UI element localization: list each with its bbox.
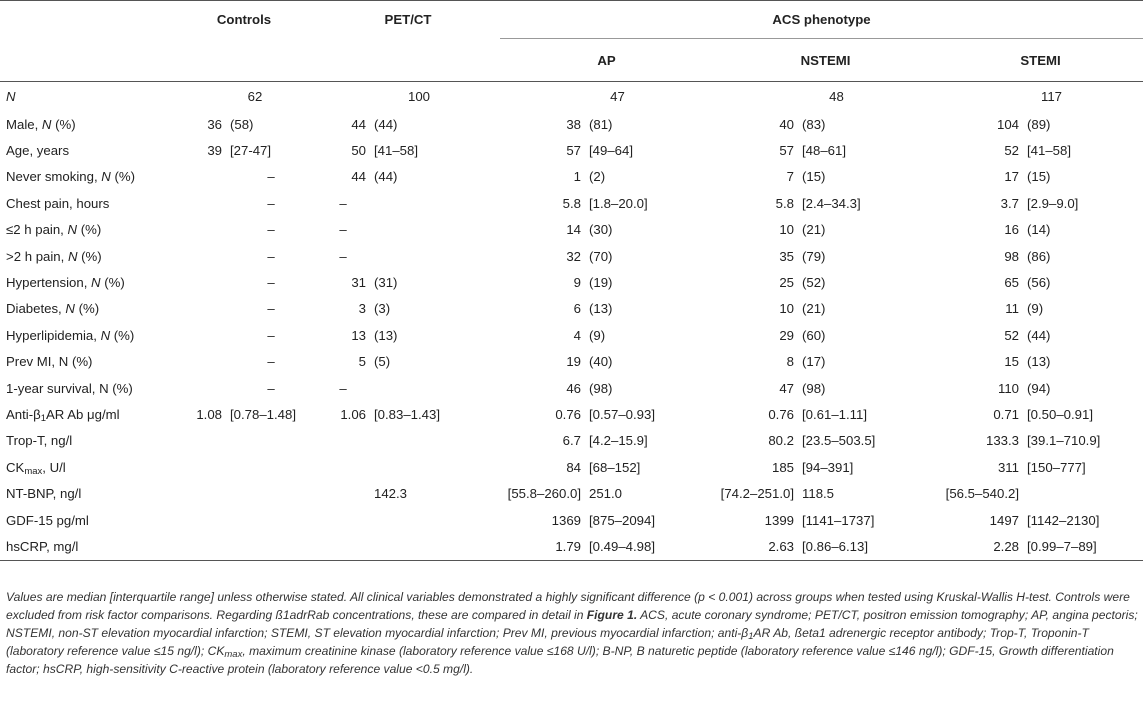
cell-controls-median: 1.08 [196, 406, 222, 422]
table-row-never-smoking [0, 164, 1143, 190]
cell-nstemi-median: 40 [779, 116, 794, 132]
cell-controls-median [172, 243, 226, 269]
cell-stemi-range: [150–777] [1027, 459, 1086, 475]
cell-nstemi-median: 80.2 [768, 433, 794, 449]
cell-petct-range: [0.83–1.43] [374, 406, 440, 422]
cell-ap-range: [875–2094] [589, 512, 656, 528]
cell-stemi-range: [1142–2130] [1027, 512, 1100, 528]
cell-controls-median [172, 349, 226, 375]
header-acs-phenotype: ACS phenotype [500, 1, 1143, 39]
cell-stemi-range: (44) [1027, 327, 1051, 343]
cell-controls-median [172, 454, 226, 480]
n-ap: 47 [610, 89, 625, 104]
table-row-le2h-pain [0, 217, 1143, 243]
n-controls: 62 [247, 89, 263, 104]
cell-petct-range: 142.3 [374, 486, 408, 502]
cell-nstemi-range: [0.86–6.13] [798, 533, 938, 560]
cell-stemi-median: 52 [1004, 327, 1019, 343]
cell-stemi-range: [41–58] [1027, 143, 1071, 159]
cell-nstemi-median: 2.63 [713, 533, 798, 560]
cell-controls-median: 39 [207, 143, 222, 159]
row-label: Never smoking, N (%) [6, 169, 135, 185]
row-label: >2 h pain, N (%) [6, 248, 102, 264]
cell-ap-median: 1.79 [500, 533, 585, 560]
cell-nstemi-median: 10 [779, 301, 794, 317]
cell-nstemi-range: (17) [802, 354, 826, 370]
cell-ap-range: (81) [589, 116, 613, 132]
cell-ap-median: 5.8 [562, 195, 581, 211]
cell-controls-range [226, 454, 316, 480]
header-row-2 [0, 39, 1143, 82]
header-row-1 [0, 1, 1143, 39]
cell-nstemi-median: [74.2–251.0] [720, 486, 794, 502]
row-label: GDF-15 pg/ml [6, 512, 89, 528]
cell-stemi-range: (15) [1027, 169, 1051, 185]
cell-ap-median: 38 [566, 116, 581, 132]
cell-stemi-range: [0.50–0.91] [1027, 406, 1093, 422]
cell-stemi-range: [2.9–9.0] [1027, 195, 1079, 211]
cell-petct-median [316, 480, 370, 506]
cell-ap-median: 19 [566, 354, 581, 370]
cell-controls-range: – [267, 275, 275, 291]
cell-petct-median: 1.06 [340, 406, 366, 422]
cell-nstemi-range: (15) [802, 169, 826, 185]
cell-petct-median: – [339, 248, 347, 264]
cell-ap-median: 1 [573, 169, 581, 185]
cell-petct-range [370, 507, 500, 533]
cell-ap-median: 6 [573, 301, 581, 317]
cell-ap-median: 84 [566, 459, 581, 475]
cell-ap-median: 4 [573, 327, 581, 343]
cell-stemi-median: 16 [1004, 222, 1019, 238]
cell-petct-median: 5 [358, 354, 366, 370]
cell-controls-median: 36 [207, 116, 222, 132]
cell-nstemi-range: 118.5 [802, 486, 835, 502]
row-label: 1-year survival, N (%) [6, 380, 133, 396]
cell-ap-range: [4.2–15.9] [589, 433, 648, 449]
table-row-trop-t [0, 428, 1143, 454]
cell-stemi-range: [39.1–710.9] [1027, 433, 1101, 449]
cell-nstemi-median: 0.76 [768, 406, 794, 422]
cell-stemi-median: 65 [1004, 275, 1019, 291]
cell-nstemi-range: [1141–1737] [802, 512, 875, 528]
table-row-male [0, 111, 1143, 137]
cell-controls-median [172, 269, 226, 295]
row-label: Diabetes, N (%) [6, 301, 100, 317]
row-label: ≤2 h pain, N (%) [6, 222, 102, 238]
cell-stemi-median: 0.71 [993, 406, 1019, 422]
cell-petct-median: 13 [351, 327, 366, 343]
table-row-age [0, 137, 1143, 163]
row-label: Prev MI, N (%) [6, 354, 93, 370]
cell-ap-range: (30) [589, 222, 613, 238]
row-label: NT-BNP, ng/l [6, 486, 82, 502]
cell-stemi-median: 11 [1005, 301, 1019, 317]
cell-petct-range: (5) [374, 354, 391, 370]
cell-stemi-median: 17 [1004, 169, 1019, 185]
cell-stemi-range: (56) [1027, 275, 1051, 291]
cell-ap-median: 46 [566, 380, 581, 396]
cell-petct-range: (3) [374, 301, 391, 317]
table-row-hscrp [0, 533, 1143, 560]
cell-stemi-median: 133.3 [985, 433, 1019, 449]
cell-stemi-median: 104 [996, 116, 1019, 132]
cell-petct-median [316, 454, 370, 480]
table-row-n [0, 82, 1143, 112]
cell-ap-median: 6.7 [562, 433, 581, 449]
cell-controls-range: – [267, 248, 275, 264]
cell-controls-range: – [267, 327, 275, 343]
cell-petct-range: (44) [374, 116, 398, 132]
cell-stemi-range: (94) [1027, 380, 1051, 396]
cell-controls-range: – [267, 195, 275, 211]
cell-stemi-median: 98 [1004, 248, 1019, 264]
row-label: Male, N (%) [6, 116, 76, 132]
table-row-anti-b1ar [0, 401, 1143, 427]
n-petct: 100 [407, 89, 430, 104]
cell-nstemi-range: (83) [802, 116, 826, 132]
table-row-gdf-15 [0, 507, 1143, 533]
n-nstemi: 48 [829, 89, 844, 104]
table-footnote: Values are median [interquartile range] unless otherwise stated. All clinical variables demonstrated a highly significant difference (p < 0.001) across groups when tested using Kruskal-Wallis H-test. Controls were excluded from risk factor comparisons. Regarding ß1adrRab concentrations, these are compared in detail in Figure 1. ACS, acute coronary syndrome; PET/CT, positron emission tomography; AP, angina pectoris; NSTEMI, non-ST elevation myocardial infarction; STEMI, ST elevation myocardial infarction; Prev MI, previous myocardial infarction; anti-$\beta_1AR$ Ab, ßeta1 adrenergic receptor antibody; Trop-T, Troponin-T (laboratory reference value ≤15 ng/l); $CK_{max}$, maximum creatinine kinase (laboratory reference value ≤168 U/l); B-NP, B naturetic peptide (laboratory reference value ≤146 ng/l); GDF-15, Growth differentiation factor; hsCRP, high-sensitivity C-reactive protein (laboratory reference value <0.5 mg/l). [6, 590, 1138, 676]
cell-nstemi-median: 10 [779, 222, 794, 238]
cell-petct-median [316, 507, 370, 533]
cell-ap-range: [68–152] [589, 459, 641, 475]
n-stemi: 117 [1040, 89, 1063, 104]
cell-nstemi-range: [0.61–1.11] [802, 406, 868, 422]
cell-stemi-range: (13) [1027, 354, 1051, 370]
cell-nstemi-range: (52) [802, 275, 826, 291]
cell-controls-range: [27-47] [230, 143, 272, 159]
row-label: hsCRP, mg/l [0, 533, 172, 560]
cell-stemi-range: (86) [1027, 248, 1051, 264]
cell-ap-range: (19) [589, 275, 613, 291]
cell-controls-range: – [267, 380, 275, 396]
cell-nstemi-median: 35 [779, 248, 794, 264]
cell-ap-median: 14 [566, 222, 581, 238]
cell-controls-median [172, 507, 226, 533]
cell-petct-median: 3 [358, 301, 366, 317]
table-row-hyperlipidemia [0, 322, 1143, 348]
cell-petct-range: (44) [374, 169, 398, 185]
cell-nstemi-range: [48–61] [802, 143, 846, 159]
cell-ap-median: 32 [566, 248, 581, 264]
cell-ap-range: [1.8–20.0] [589, 195, 648, 211]
row-label: Trop-T, ng/l [6, 433, 73, 449]
cell-petct-median: – [339, 380, 347, 396]
cell-nstemi-range: (60) [802, 327, 826, 343]
table-row-ckmax [0, 454, 1143, 480]
cell-stemi-median: 52 [1004, 143, 1019, 159]
cell-petct-range [370, 533, 500, 560]
cell-petct-range: [41–58] [374, 143, 418, 159]
header-nstemi: NSTEMI [713, 39, 938, 82]
cell-stemi-median: 2.28 [938, 533, 1023, 560]
cell-petct-range [370, 428, 500, 454]
cell-stemi-range [1023, 480, 1143, 506]
cell-stemi-median: [56.5–540.2] [945, 486, 1019, 502]
header-stemi: STEMI [938, 39, 1143, 82]
cell-controls-median [172, 480, 226, 506]
cell-controls-median [172, 217, 226, 243]
row-label: Chest pain, hours [6, 195, 110, 211]
cell-ap-range: (13) [589, 301, 613, 317]
cell-nstemi-range: [2.4–34.3] [802, 195, 861, 211]
cell-nstemi-median: 185 [771, 459, 794, 475]
cell-controls-median [172, 428, 226, 454]
table-row-prev-mi [0, 349, 1143, 375]
cell-ap-median: 9 [573, 275, 581, 291]
cell-ap-range: (2) [589, 169, 606, 185]
cell-nstemi-median: 1399 [764, 512, 794, 528]
cell-controls-median [172, 296, 226, 322]
cell-nstemi-median: 25 [779, 275, 794, 291]
cell-nstemi-range: (21) [802, 222, 826, 238]
cell-nstemi-median: 57 [779, 143, 794, 159]
row-label: Age, years [6, 143, 70, 159]
cell-nstemi-range: (79) [802, 248, 826, 264]
cell-stemi-median: 3.7 [1000, 195, 1019, 211]
cell-petct-median: 44 [351, 169, 366, 185]
cell-controls-median [172, 164, 226, 190]
cell-petct-range: (31) [374, 275, 398, 291]
row-label: Hypertension, N (%) [6, 275, 125, 291]
row-label: Anti-$\beta_1AR$ Ab μg/ml [6, 406, 120, 424]
cell-nstemi-range: (98) [802, 380, 826, 396]
cell-controls-median [172, 375, 226, 401]
cell-stemi-median: 1497 [989, 512, 1019, 528]
cell-controls-median [172, 322, 226, 348]
cell-controls-range [226, 507, 316, 533]
cell-petct-range [370, 375, 500, 401]
row-label: Hyperlipidemia, N (%) [6, 327, 135, 343]
cell-ap-median: [55.8–260.0] [507, 486, 581, 502]
table-row-survival [0, 375, 1143, 401]
header-blank-2 [0, 39, 500, 82]
cell-stemi-median: 311 [997, 459, 1019, 475]
cell-ap-median: 57 [566, 143, 581, 159]
cell-stemi-range: [0.99–7–89] [1023, 533, 1143, 560]
cell-controls-range: (58) [230, 116, 254, 132]
cell-ap-range: [0.57–0.93] [589, 406, 655, 422]
cell-controls-range [226, 428, 316, 454]
cell-petct-range [370, 454, 500, 480]
cell-petct-median: 44 [351, 116, 366, 132]
cell-petct-range [370, 243, 500, 269]
cell-nstemi-median: 7 [786, 169, 794, 185]
cell-ap-range: [49–64] [589, 143, 633, 159]
cell-ap-median: 0.76 [555, 406, 581, 422]
cell-ap-range: 251.0 [589, 486, 623, 502]
cell-controls-range: – [267, 354, 275, 370]
cell-petct-median: 50 [351, 143, 366, 159]
cell-controls-range: [0.78–1.48] [230, 406, 296, 422]
table-row-chest-pain [0, 190, 1143, 216]
cell-ap-range: (9) [589, 327, 606, 343]
cell-petct-median: 31 [351, 275, 366, 291]
table-row-diabetes [0, 296, 1143, 322]
cell-controls-median [172, 190, 226, 216]
cell-ap-median: 1369 [551, 512, 581, 528]
cell-nstemi-median: 29 [779, 327, 794, 343]
cell-petct-range [370, 217, 500, 243]
cell-ap-range: (40) [589, 354, 613, 370]
cell-controls-range: – [267, 222, 275, 238]
cell-nstemi-range: [94–391] [802, 459, 854, 475]
cell-petct-range: (13) [374, 327, 398, 343]
table-row-gt2h-pain [0, 243, 1143, 269]
cell-petct-median: – [339, 222, 347, 238]
cell-nstemi-median: 5.8 [775, 195, 794, 211]
header-ap: AP [500, 39, 713, 82]
cell-stemi-range: (14) [1027, 222, 1051, 238]
cell-ap-range: (98) [589, 380, 613, 396]
cell-ap-range: [0.49–4.98] [585, 533, 713, 560]
header-petct: PET/CT [316, 1, 500, 39]
header-blank [0, 1, 172, 39]
row-label: N [6, 89, 16, 104]
cell-stemi-range: (9) [1027, 301, 1044, 317]
cell-ap-range: (70) [589, 248, 613, 264]
cell-nstemi-median: 47 [779, 380, 794, 396]
cell-stemi-median: 110 [997, 380, 1019, 396]
header-controls: Controls [172, 1, 316, 39]
table-row-hypertension [0, 269, 1143, 295]
cell-petct-range [370, 190, 500, 216]
table-row-nt-bnp [0, 480, 1143, 506]
cell-petct-median [316, 533, 370, 560]
cell-nstemi-range: [23.5–503.5] [802, 433, 876, 449]
cell-nstemi-range: (21) [802, 301, 826, 317]
cell-controls-range: – [267, 169, 275, 185]
cell-nstemi-median: 8 [786, 354, 794, 370]
cell-petct-median [316, 428, 370, 454]
cell-controls-median [172, 533, 226, 560]
cell-controls-range [226, 533, 316, 560]
cell-stemi-median: 15 [1004, 354, 1019, 370]
cell-controls-range [226, 480, 316, 506]
cell-controls-range: – [267, 301, 275, 317]
cell-petct-median: – [339, 195, 347, 211]
row-label: $CK_{max}$, U/l [6, 459, 66, 477]
cell-stemi-range: (89) [1027, 116, 1051, 132]
